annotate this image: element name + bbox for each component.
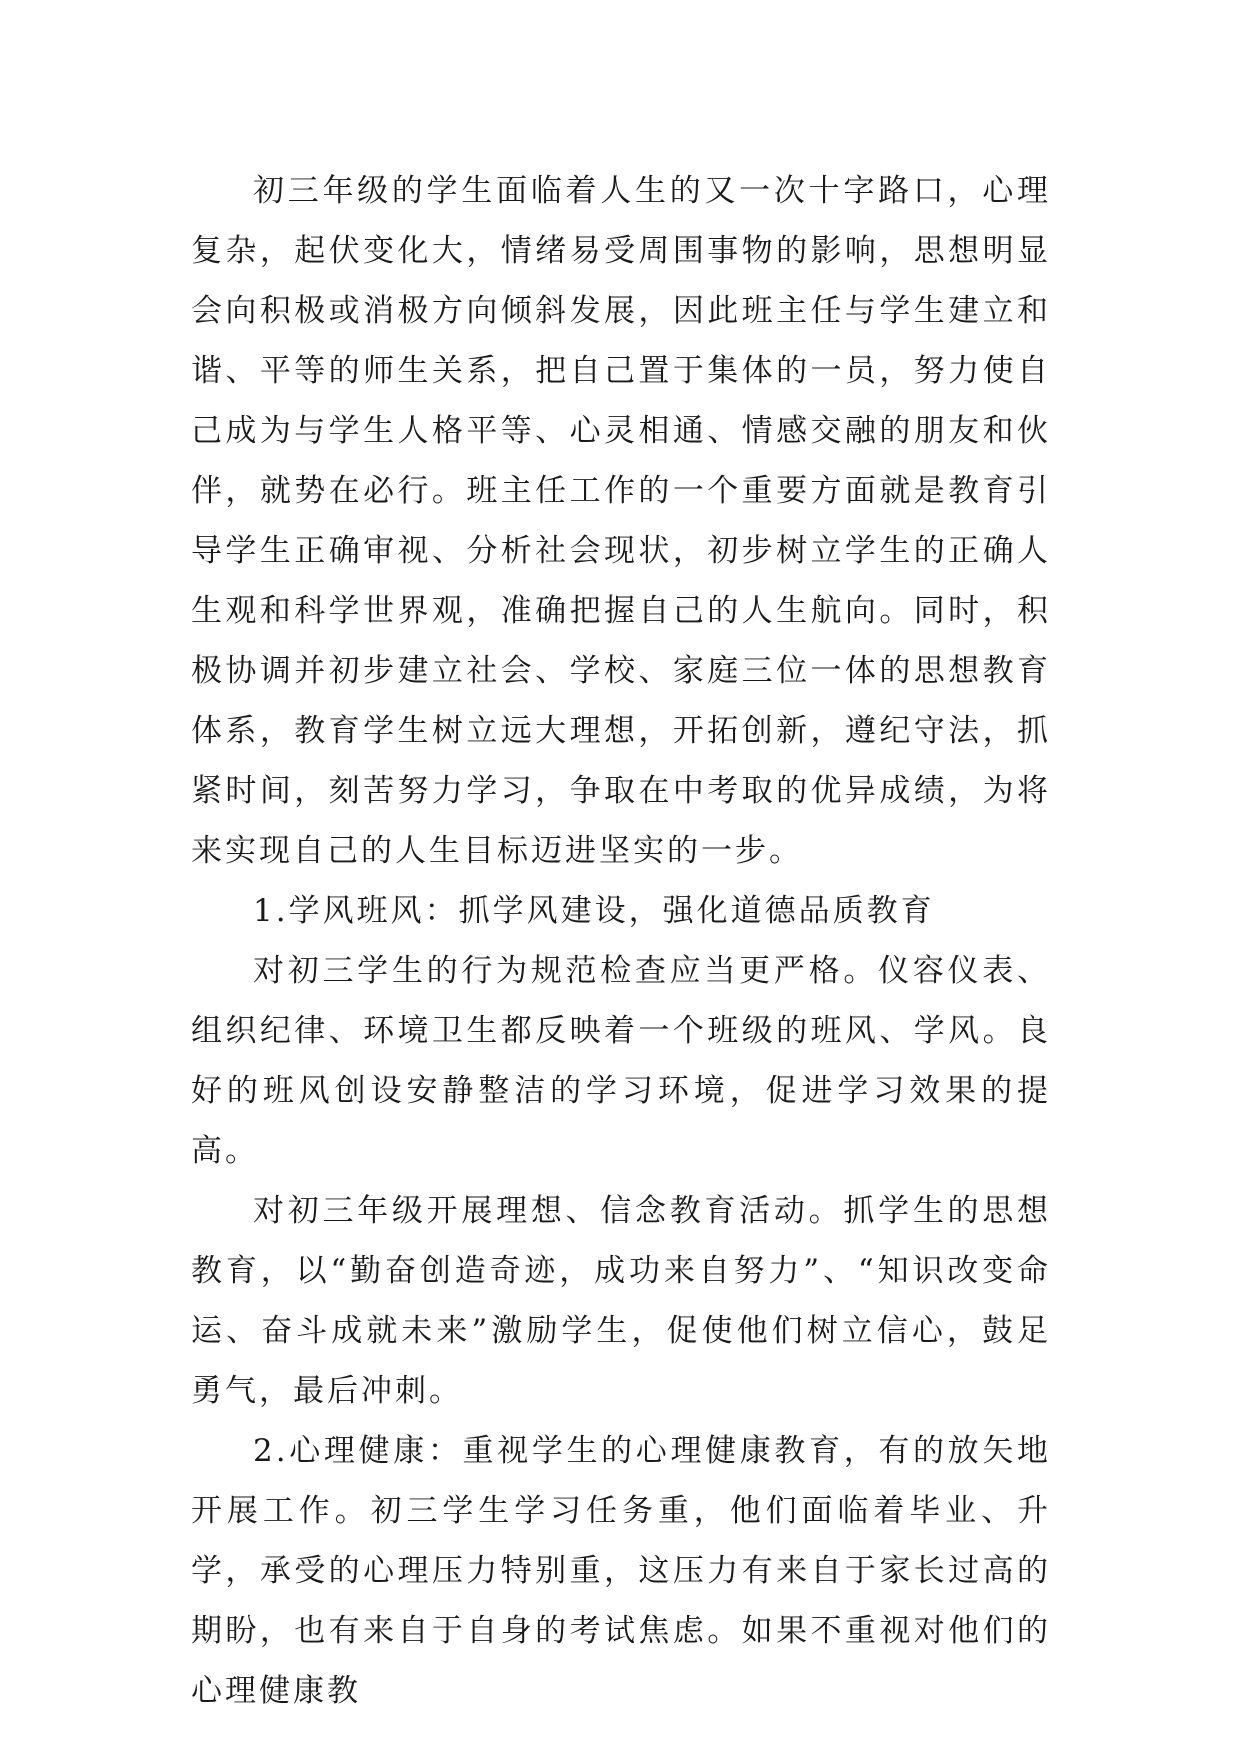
paragraph-mental-health: 2.心理健康：重视学生的心理健康教育，有的放矢地开展工作。初三学生学习任务重，他们面临着毕业、升学，承受的心理压力特别重，这压力有来自于家长过高的期盼，也有来自于自身的考试焦虑。如果不重视对他们的心理健康教 <box>191 1433 1051 1709</box>
paragraph-behavior-norms: 对初三学生的行为规范检查应当更严格。仪容仪表、组织纪律、环境卫生都反映着一个班级的班风、学风。良好的班风创设安静整洁的学习环境，促进学习效果的提高。 <box>191 953 1051 1169</box>
document-body <box>191 161 1051 1721</box>
section-heading-study-style: 1.学风班风：抓学风建设，强化道德品质教育 <box>253 893 935 929</box>
paragraph-ideal-education: 对初三年级开展理想、信念教育活动。抓学生的思想教育，以“勤奋创造奇迹，成功来自努力”、“知识改变命运、奋斗成就未来”激励学生，促使他们树立信心，鼓足勇气，最后冲刺。 <box>191 1193 1051 1409</box>
paragraph-intro: 初三年级的学生面临着人生的又一次十字路口，心理复杂，起伏变化大，情绪易受周围事物的影响，思想明显会向积极或消极方向倾斜发展，因此班主任与学生建立和谐、平等的师生关系，把自己置于集体的一员，努力使自己成为与学生人格平等、心灵相通、情感交融的朋友和伙伴，就势在必行。班主任工作的一个重要方面就是教育引导学生正确审视、分析社会现状，初步树立学生的正确人生观和科学世界观，准确把握自己的人生航向。同时，积极协调并初步建立社会、学校、家庭三位一体的思想教育体系，教育学生树立远大理想，开拓创新，遵纪守法，抓紧时间，刻苦努力学习，争取在中考取的优异成绩，为将来实现自己的人生目标迈进坚实的一步。 <box>191 173 1051 869</box>
